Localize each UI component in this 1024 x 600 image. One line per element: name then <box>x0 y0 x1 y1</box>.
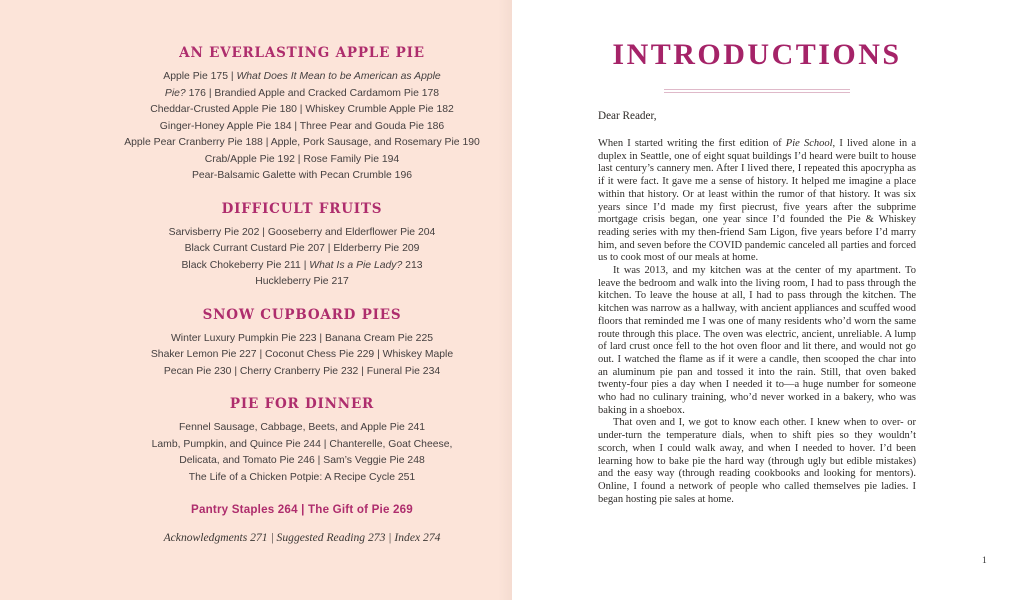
salutation: Dear Reader, <box>598 110 657 122</box>
text: That oven and I, we got to know each other. I knew when to over- or under-turn the temperature dials, when to shift pies so they wouldn’t scorch, when I could walk away, and when I needed to hover. I’d been learning how to bake pie the hard way (through ugly but edible mistakes) and the easy way (through reading cookbooks and looking for mentors). Online, I found a network of people who called themselves pie ladies. I began hosting pie sales at home. <box>598 417 916 505</box>
page-number: 1 <box>982 556 987 566</box>
toc-section-heading: DIFFICULT FRUITS <box>221 200 383 217</box>
text: Huckleberry Pie 217 <box>255 276 349 287</box>
toc-section-heading: PIE FOR DINNER <box>229 396 375 412</box>
toc-line <box>86 364 518 381</box>
toc-line <box>86 69 518 86</box>
chapter-title: INTRODUCTIONS <box>612 38 902 71</box>
text: Winter Luxury Pumpkin Pie 223 | Banana Cream Pie 225 <box>170 332 434 344</box>
text: Crab/Apple Pie 192 | Rose Family Pie 194 <box>204 153 400 165</box>
pantry-staples-line: Pantry Staples 264 | The Gift of Pie 269 <box>191 503 413 516</box>
toc-section-heading: SNOW CUPBOARD PIES <box>202 306 402 323</box>
toc-line <box>86 225 518 242</box>
body-paragraph <box>598 417 916 506</box>
toc-line <box>86 453 518 470</box>
toc-line <box>86 168 518 185</box>
toc-line <box>86 258 518 275</box>
body-paragraph <box>598 265 916 417</box>
toc-line <box>86 102 518 119</box>
toc-line <box>86 274 518 291</box>
toc-line <box>86 86 518 103</box>
text: 176 | Brandied Apple and Cracked Cardamom Pie 178 <box>185 87 440 99</box>
text: Ginger-Honey Apple Pie 184 | Three Pear and Gouda Pie 186 <box>159 120 445 132</box>
body-text <box>598 138 916 506</box>
text: Delicata, and Tomato Pie 246 | Sam’s Veggie Pie 248 <box>179 455 425 466</box>
italic-text: Pie School <box>785 138 833 149</box>
toc-line <box>86 119 518 136</box>
toc-line <box>86 437 518 454</box>
text: It was 2013, and my kitchen was at the center of my apartment. To leave the bedroom and walk into the living room, I had to pass through the kitchen. To leave the house at all, I had to pass through the kitchen. The kitchen was narrow as a hallway, with ancient appliances and scuffed wood floors that reminded me I was one of many residents who’d worn the same route through this place. The oven was electric, ancient, unreliable. A lump of lard crust once fell to the hot oven floor and lit there, and would not go out. I watched the flame as if it were a candle, then scooped the char into an aluminum pie pan and tossed it into the rain. Still, that oven baked twenty-four pies a day when I needed it to—a huge number for someone who had no culinary training, who’d never worked in a bakery, who was baking in a shoebox. <box>598 265 916 416</box>
back-matter-line: Acknowledgments 271 | Suggested Reading 273 | Index 274 <box>163 531 441 544</box>
text: Pear-Balsamic Galette with Pecan Crumble 196 <box>191 170 413 181</box>
italic-text: What Is a Pie Lady? <box>309 259 403 271</box>
toc-line <box>86 347 518 364</box>
text: Shaker Lemon Pie 227 | Coconut Chess Pie 229 | Whiskey Maple <box>150 349 454 360</box>
toc-line <box>86 152 518 169</box>
introduction-page <box>512 0 1024 600</box>
text: Apple Pie 175 | <box>163 71 237 82</box>
toc-sections <box>86 46 518 486</box>
text: Lamb, Pumpkin, and Quince Pie 244 | Chanterelle, Goat Cheese, <box>151 438 453 450</box>
text: Apple Pear Cranberry Pie 188 | Apple, Pork Sausage, and Rosemary Pie 190 <box>124 137 480 148</box>
toc-section-heading: AN EVERLASTING APPLE PIE <box>179 45 425 61</box>
decorative-double-rule <box>664 89 850 93</box>
text: Black Currant Custard Pie 207 | Elderberry Pie 209 <box>184 243 420 254</box>
text: Fennel Sausage, Cabbage, Beets, and Apple Pie 241 <box>178 422 426 433</box>
text: , I lived alone in a duplex in Seattle, one of eight squat buildings I’d heard were built to house last century’s cannery men. After I lived there, I repeated this apocrypha as if it were fact. It gave me a sense of history. It helped me imagine a place within that history. Or at least within the rumor of that history. It was six years since I’d made my first piecrust, five years after the subprime mortgage crisis began, one year since I’d founded the Pie & Whiskey reading series with my then-friend Sam Ligon, five years before I’d marry him, and seven before the COVID pandemic canceled all parties and forced us to cook most of our meals at home. <box>598 138 916 264</box>
text: Sarvisberry Pie 202 | Gooseberry and Elderflower Pie 204 <box>168 226 436 238</box>
toc-line <box>86 470 518 487</box>
text: Cheddar-Crusted Apple Pie 180 | Whiskey Crumble Apple Pie 182 <box>150 104 454 115</box>
toc-line <box>86 420 518 437</box>
toc-line <box>86 241 518 258</box>
text: When I started writing the first edition of <box>598 138 786 149</box>
italic-text: What Does It Mean to be American as Apple <box>236 71 441 82</box>
text: Pecan Pie 230 | Cherry Cranberry Pie 232 | Funeral Pie 234 <box>163 365 441 377</box>
introduction-content <box>598 0 916 506</box>
text: 213 <box>402 259 423 271</box>
toc <box>86 46 518 544</box>
toc-line <box>86 135 518 152</box>
text: Black Chokeberry Pie 211 | <box>181 259 310 271</box>
text: The Life of a Chicken Potpie: A Recipe Cycle 251 <box>188 471 416 483</box>
italic-text: Pie? <box>164 87 186 99</box>
toc-line <box>86 331 518 348</box>
body-paragraph <box>598 138 916 265</box>
